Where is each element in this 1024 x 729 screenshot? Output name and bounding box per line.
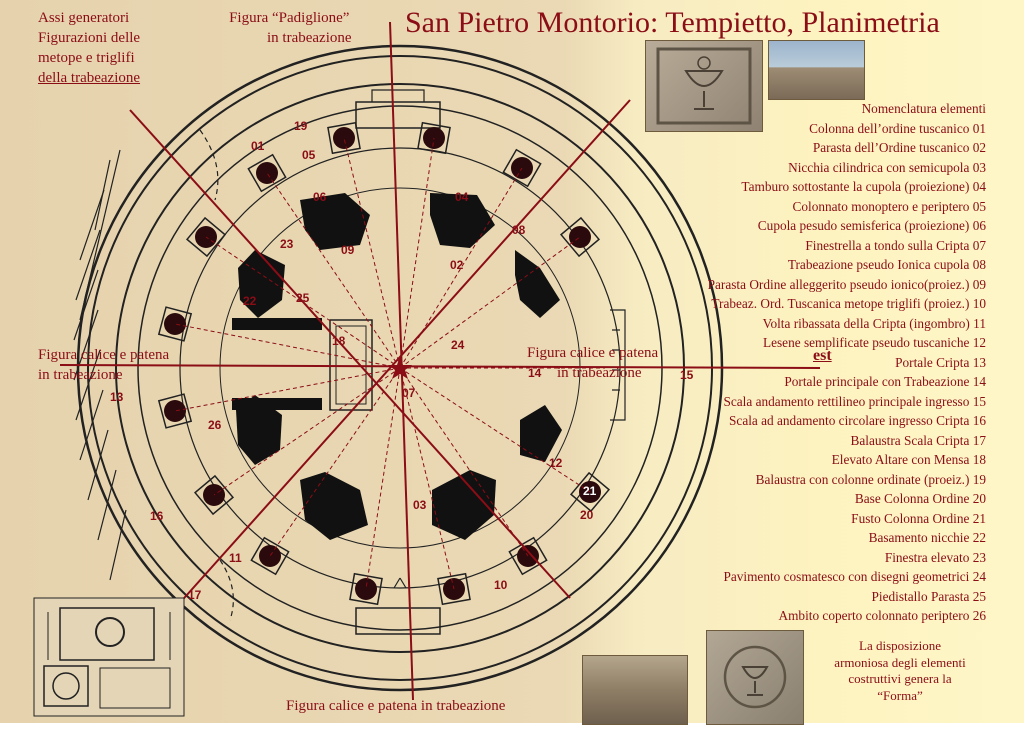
legend-item: Base Colonna Ordine 20: [854, 491, 986, 506]
label-padiglione: [227, 8, 352, 48]
legend-item: Scala ad andamento circolare ingresso Cripta 16: [729, 413, 986, 428]
legend-item: Tamburo sottostante la cupola (proiezione) 04: [741, 179, 986, 194]
plan-number-05: 05: [302, 148, 316, 162]
plan-number-16: 16: [150, 509, 164, 523]
page-title: San Pietro Montorio: Tempietto, Planimetria: [405, 6, 940, 39]
plan-number-19: 19: [294, 119, 308, 133]
label-right-line: Figura calice e patena: [527, 345, 659, 361]
plan-number-23: 23: [280, 237, 294, 251]
plan-number-15: 15: [680, 368, 694, 382]
plan-number-07: 07: [402, 386, 416, 400]
legend-item: Basamento nicchie 22: [868, 530, 986, 545]
label-left-line: Figura calice e patena: [38, 347, 170, 363]
legend-item: Trabeazione pseudo Ionica cupola 08: [787, 257, 986, 272]
label-left-line: in trabeazione: [38, 367, 123, 383]
legend-item: Trabeaz. Ord. Tuscanica metope triglifi (proiez.) 10: [711, 296, 986, 311]
legend-item: Elevato Altare con Mensa 18: [831, 452, 986, 467]
legend-item: Parasta dell’Ordine tuscanico 02: [812, 140, 986, 155]
closing-line: armoniosa degli elementi: [834, 654, 966, 670]
legend-item: Balaustra con colonne ordinate (proeiz.) 19: [755, 471, 986, 487]
closing-line: costruttivi genera la: [848, 671, 952, 686]
legend-item: Scala andamento rettilineo principale ingresso 15: [723, 393, 986, 409]
closing-line: “Forma”: [877, 687, 923, 703]
axes-note-line: della trabeazione: [38, 70, 141, 86]
plan-number-01: 01: [251, 139, 265, 153]
axes-note: [38, 8, 140, 88]
plan-number-17: 17: [188, 588, 202, 602]
plan-number-10: 10: [494, 578, 508, 592]
legend-item: Parasta Ordine alleggerito pseudo ionico(proiez.) 09: [707, 276, 986, 292]
metope-calice-photo-2: [706, 630, 804, 725]
plan-number-09: 09: [341, 243, 355, 257]
legend-item: Portale Cripta 13: [895, 354, 986, 370]
plan-number-02: 02: [450, 258, 464, 272]
legend: [708, 99, 986, 626]
plan-number-13: 13: [110, 390, 124, 404]
legend-item: Pavimento cosmatesco con disegni geometrici 24: [723, 569, 986, 584]
closing-note: [810, 638, 990, 704]
legend-item: Volta ribassata della Cripta (ingombro) 11: [762, 315, 986, 331]
label-top-line: Figura “Padiglione”: [229, 10, 350, 26]
east-label: est: [813, 347, 832, 364]
plan-number-06: 06: [313, 190, 327, 204]
plan-number-25: 25: [296, 291, 310, 305]
axes-note-line: Assi generatori: [38, 10, 130, 26]
legend-item: Ambito coperto colonnato periptero 26: [778, 608, 986, 623]
legend-item: Colonna dell’ordine tuscanico 01: [809, 120, 986, 136]
colonnade-photo: [582, 655, 688, 725]
legend-item: Balaustra Scala Cripta 17: [850, 432, 986, 448]
plan-number-03: 03: [413, 498, 427, 512]
legend-item: Finestrella a tondo sulla Cripta 07: [805, 237, 986, 253]
legend-item: Lesene semplificate pseudo tuscaniche 12: [762, 335, 986, 350]
legend-item: Nicchia cilindrica con semicupola 03: [788, 159, 986, 175]
axes-note-line: metope e triglifi: [38, 50, 135, 66]
plan-number-12: 12: [549, 456, 563, 470]
plan-number-11: 11: [229, 551, 242, 565]
label-calice-bottom: Figura calice e patena in trabeazione: [286, 698, 506, 714]
label-right-line: in trabeazione: [557, 365, 642, 381]
legend-item: Piedistallo Parasta 25: [871, 588, 986, 604]
label-calice-right: [527, 343, 658, 383]
tempietto-dome-photo: [768, 40, 865, 100]
plan-number-20: 20: [580, 508, 594, 522]
plan-number-08: 08: [512, 223, 526, 237]
plan-number-22: 22: [243, 294, 257, 308]
label-top-line: in trabeazione: [267, 30, 352, 46]
legend-item: Cupola pesudo semisferica (proiezione) 06: [757, 218, 986, 233]
legend-heading: Nomenclatura elementi: [861, 101, 986, 116]
chalice-icon: [707, 631, 803, 724]
plan-number-26: 26: [208, 418, 222, 432]
plan-number-18: 18: [332, 334, 346, 348]
plan-number-24: 24: [451, 338, 465, 352]
plan-number-21: 21: [583, 484, 597, 498]
legend-item: Finestra elevato 23: [884, 549, 986, 565]
closing-line: La disposizione: [859, 638, 941, 653]
label-calice-left: [38, 345, 169, 385]
legend-item: Colonnato monoptero e periptero 05: [792, 198, 986, 214]
plan-number-14: 14: [528, 366, 542, 380]
legend-item: Portale principale con Trabeazione 14: [784, 374, 986, 389]
axes-note-line: Figurazioni delle: [38, 30, 141, 46]
plan-number-04: 04: [455, 190, 469, 204]
legend-item: Fusto Colonna Ordine 21: [851, 510, 986, 526]
